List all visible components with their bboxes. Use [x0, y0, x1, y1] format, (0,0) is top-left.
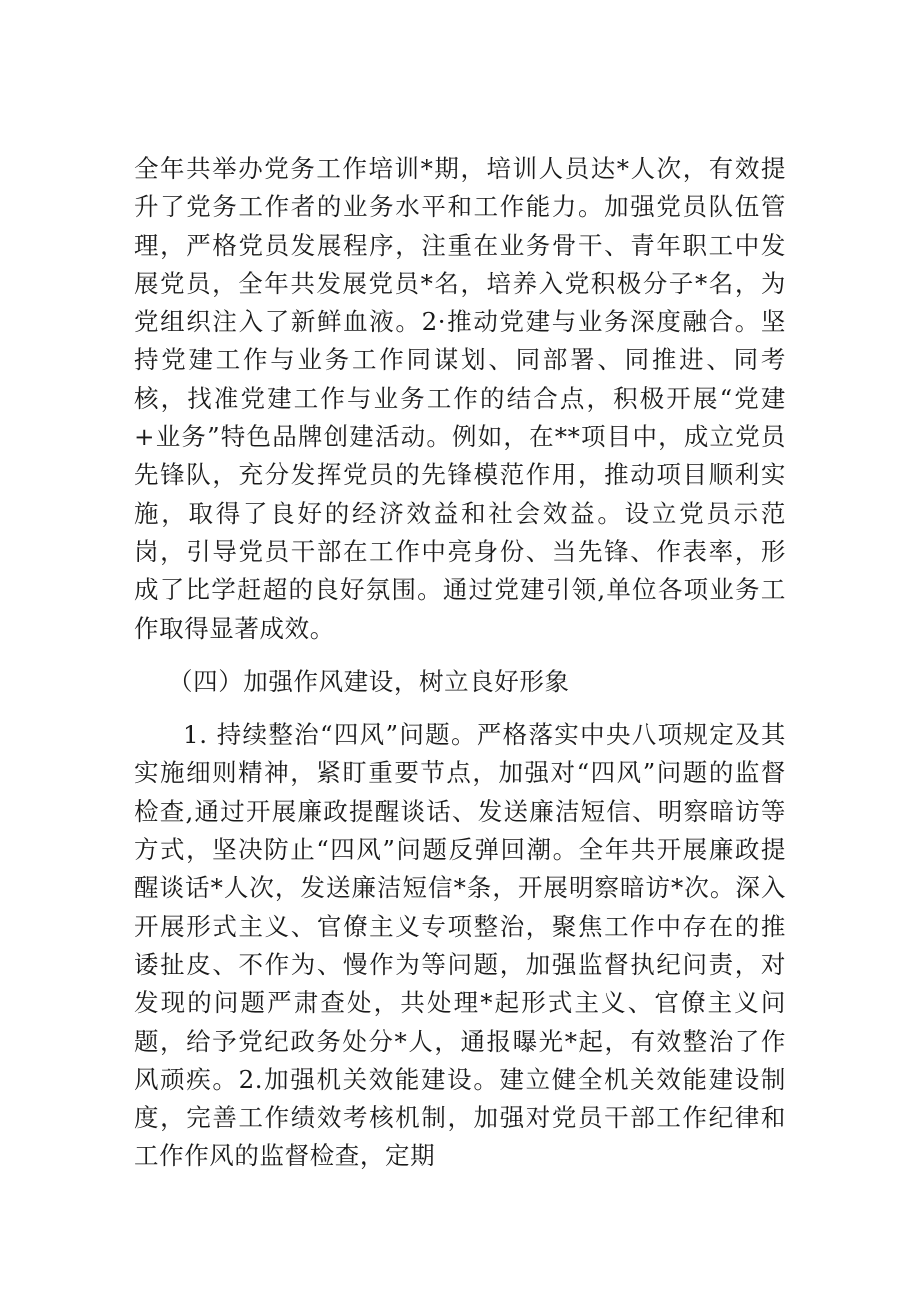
document-body	[134, 150, 786, 1176]
paragraph-work-style: 1. 持续整治“四风”问题。严格落实中央八项规定及其实施细则精神，紧盯重要节点，加强对“四风”问题的监督检查,通过开展廉政提醒谈话、发送廉洁短信、明察暗访等方式，坚决防止“四风”问题反弹回潮。全年共开展廉政提醒谈话*人次，发送廉洁短信*条，开展明察暗访*次。深入开展形式主义、官僚主义专项整治，聚焦工作中存在的推诿扯皮、不作为、慢作为等问题，加强监督执纪问责，对发现的问题严肃查处，共处理*起形式主义、官僚主义问题，给予党纪政务处分*人，通报曝光*起，有效整治了作风顽疾。2.加强机关效能建设。建立健全机关效能建设制度，完善工作绩效考核机制，加强对党员干部工作纪律和工作作风的监督检查，定期	[134, 720, 786, 1171]
section-heading: （四）加强作风建设，树立良好形象	[168, 666, 570, 696]
paragraph-party-building: 全年共举办党务工作培训*期，培训人员达*人次，有效提升了党务工作者的业务水平和工作能力。加强党员队伍管理，严格党员发展程序，注重在业务骨干、青年职工中发展党员，全年共发展党员*名，培养入党积极分子*名，为党组织注入了新鲜血液。2·推动党建与业务深度融合。坚持党建工作与业务工作同谋划、同部署、同推进、同考核，找准党建工作与业务工作的结合点，积极开展“党建+业务”特色品牌创建活动。例如，在**项目中，成立党员先锋队，充分发挥党员的先锋模范作用，推动项目顺利实施，取得了良好的经济效益和社会效益。设立党员示范岗，引导党员干部在工作中亮身份、当先锋、作表率，形成了比学赶超的良好氛围。通过党建引领,单位各项业务工作取得显著成效。	[134, 154, 786, 643]
